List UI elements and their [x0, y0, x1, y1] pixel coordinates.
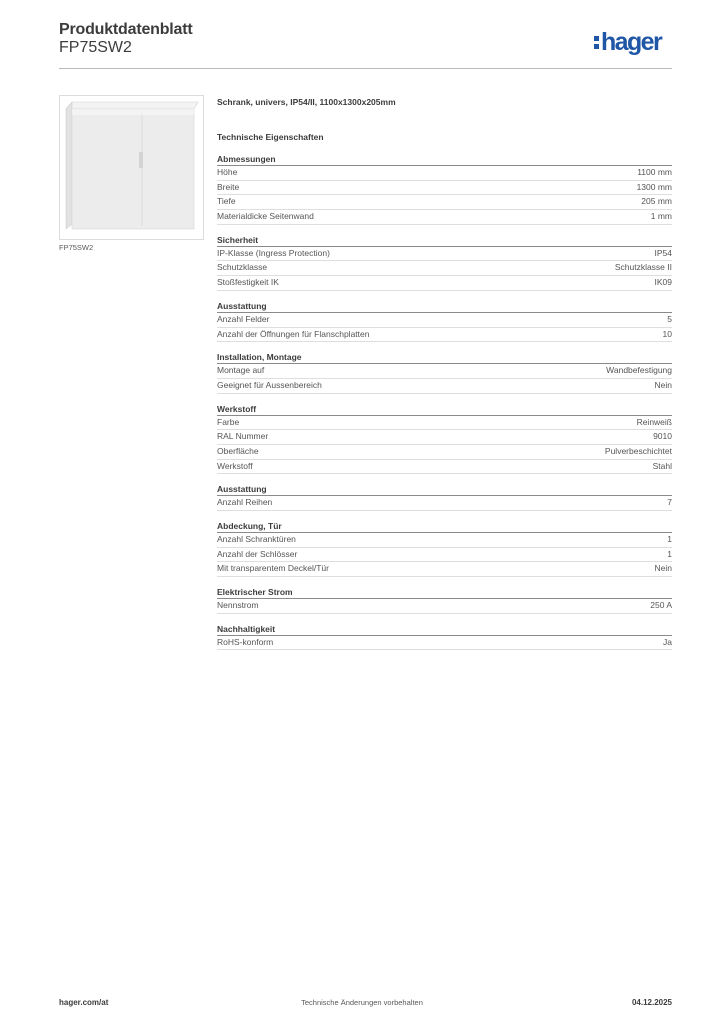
spec-label: Schutzklasse	[217, 262, 268, 273]
spec-label: Montage auf	[217, 365, 265, 376]
hager-logo	[594, 27, 661, 57]
spec-row	[217, 636, 672, 651]
section-title: Werkstoff	[217, 403, 672, 416]
spec-label: Anzahl der Schlösser	[217, 548, 298, 559]
spec-label: Stoßfestigkeit IK	[217, 277, 279, 288]
spec-value: IP54	[654, 247, 672, 258]
spec-row	[217, 430, 672, 445]
spec-label: RAL Nummer	[217, 431, 269, 442]
tech-properties-heading: Technische Eigenschaften	[217, 132, 324, 142]
product-image	[59, 95, 204, 240]
spec-row	[217, 445, 672, 460]
spec-value: 1100 mm	[637, 167, 672, 177]
spec-section	[217, 351, 672, 393]
spec-row	[217, 276, 672, 291]
footer-notice: Technische Änderungen vorbehalten	[301, 998, 423, 1007]
spec-row	[217, 313, 672, 328]
spec-section	[217, 623, 672, 651]
spec-value: 250 A	[650, 600, 672, 611]
section-title: Abdeckung, Tür	[217, 520, 672, 533]
spec-value: 7	[667, 497, 672, 508]
spec-value: IK09	[654, 277, 672, 288]
footer-website: hager.com/at	[59, 998, 109, 1007]
spec-value: Wandbefestigung	[606, 365, 672, 376]
spec-value: Reinweiß	[636, 416, 672, 427]
spec-value: 1	[667, 534, 672, 544]
spec-row	[217, 261, 672, 276]
spec-value: Stahl	[652, 460, 672, 471]
spec-section	[217, 403, 672, 475]
spec-row	[217, 181, 672, 196]
spec-label: Geeignet für Aussenbereich	[217, 379, 322, 390]
spec-label: Breite	[217, 181, 240, 192]
spec-label: RoHS-konform	[217, 636, 274, 647]
spec-label: Mit transparentem Deckel/Tür	[217, 563, 329, 574]
spec-row	[217, 416, 672, 431]
spec-sections	[217, 153, 672, 650]
spec-value: 9010	[653, 431, 672, 442]
header-divider	[59, 68, 672, 69]
section-title: Abmessungen	[217, 153, 672, 166]
section-title: Elektrischer Strom	[217, 586, 672, 599]
spec-label: Anzahl Reihen	[217, 497, 273, 508]
spec-value: Schutzklasse II	[614, 262, 672, 273]
spec-value: Ja	[663, 636, 672, 647]
spec-label: Werkstoff	[217, 460, 253, 471]
spec-row	[217, 247, 672, 262]
spec-section	[217, 520, 672, 577]
section-title: Installation, Montage	[217, 351, 672, 364]
spec-row	[217, 328, 672, 343]
section-title: Ausstattung	[217, 300, 672, 313]
spec-section	[217, 483, 672, 511]
spec-value: 10	[662, 328, 672, 339]
spec-label: IP-Klasse (Ingress Protection)	[217, 247, 330, 258]
spec-label: Anzahl Felder	[217, 313, 270, 324]
spec-value: 5	[667, 313, 672, 324]
spec-section	[217, 300, 672, 342]
logo-wordmark: hager	[601, 28, 662, 56]
spec-section	[217, 153, 672, 225]
spec-section	[217, 234, 672, 291]
spec-row	[217, 210, 672, 225]
page-title: Produktdatenblatt	[59, 21, 193, 38]
footer-date: 04.12.2025	[631, 998, 672, 1007]
spec-label: Höhe	[217, 167, 238, 177]
spec-value: Nein	[654, 379, 672, 390]
spec-row	[217, 599, 672, 614]
spec-value: Pulverbeschichtet	[604, 445, 672, 456]
spec-row	[217, 166, 672, 181]
spec-row	[217, 548, 672, 563]
spec-label: Anzahl der Öffnungen für Flanschplatten	[217, 328, 370, 339]
spec-row	[217, 195, 672, 210]
spec-row	[217, 533, 672, 548]
logo-colon-icon	[594, 34, 600, 50]
spec-row	[217, 379, 672, 394]
cabinet-illustration	[60, 96, 203, 239]
spec-label: Materialdicke Seitenwand	[217, 211, 314, 222]
spec-label: Oberfläche	[217, 445, 259, 456]
spec-row	[217, 364, 672, 379]
spec-value: 1300 mm	[636, 181, 672, 192]
image-caption: FP75SW2	[59, 243, 94, 252]
spec-label: Tiefe	[217, 196, 236, 207]
spec-row	[217, 496, 672, 511]
spec-value: Nein	[654, 563, 672, 574]
spec-value: 1 mm	[650, 211, 672, 222]
spec-value: 1	[667, 548, 672, 559]
spec-label: Anzahl Schranktüren	[217, 534, 296, 544]
spec-row	[217, 562, 672, 577]
product-code: FP75SW2	[59, 39, 132, 56]
section-title: Ausstattung	[217, 483, 672, 496]
section-title: Sicherheit	[217, 234, 672, 247]
spec-label: Nennstrom	[217, 600, 259, 611]
product-name: Schrank, univers, IP54/II, 1100x1300x205mm	[217, 97, 396, 107]
spec-label: Farbe	[217, 416, 240, 427]
spec-content	[217, 95, 672, 650]
spec-value: 205 mm	[641, 196, 672, 207]
spec-row	[217, 460, 672, 475]
spec-section	[217, 586, 672, 614]
section-title: Nachhaltigkeit	[217, 623, 672, 636]
